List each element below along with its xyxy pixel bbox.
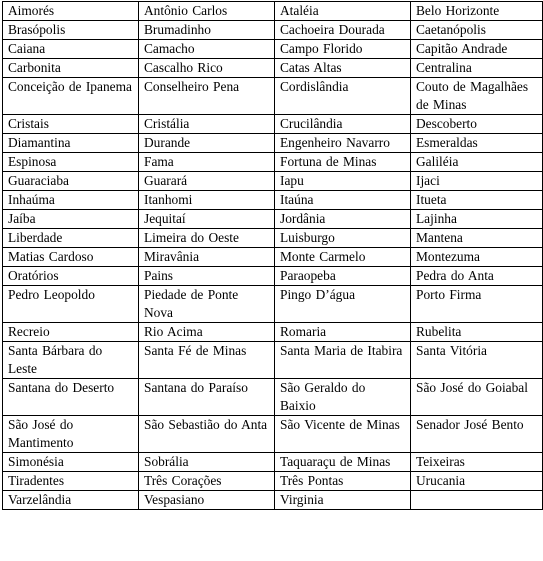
table-cell: Fortuna de Minas xyxy=(275,153,411,172)
table-cell: Jaíba xyxy=(3,210,139,229)
table-cell: Santana do Paraíso xyxy=(139,379,275,416)
table-cell: Santana do Deserto xyxy=(3,379,139,416)
table-row xyxy=(3,210,543,229)
table-cell: Teixeiras xyxy=(411,453,543,472)
table-cell: Galiléia xyxy=(411,153,543,172)
table-cell: Vespasiano xyxy=(139,491,275,510)
table-cell: Ataléia xyxy=(275,2,411,21)
table-cell: Simonésia xyxy=(3,453,139,472)
table-cell: Caiana xyxy=(3,40,139,59)
municipalities-table-body xyxy=(3,2,543,510)
table-cell: Pains xyxy=(139,267,275,286)
table-cell: Camacho xyxy=(139,40,275,59)
table-cell: Oratórios xyxy=(3,267,139,286)
table-cell: Inhaúma xyxy=(3,191,139,210)
table-row xyxy=(3,59,543,78)
table-row xyxy=(3,379,543,416)
table-cell: Crucilândia xyxy=(275,115,411,134)
table-cell: Itaúna xyxy=(275,191,411,210)
table-cell: Guaraciaba xyxy=(3,172,139,191)
table-row xyxy=(3,172,543,191)
table-row xyxy=(3,21,543,40)
table-cell: Santa Maria de Itabira xyxy=(275,342,411,379)
table-cell: Senador José Bento xyxy=(411,416,543,453)
table-cell: Monte Carmelo xyxy=(275,248,411,267)
table-cell: Espinosa xyxy=(3,153,139,172)
table-cell: Iapu xyxy=(275,172,411,191)
table-cell: Jordânia xyxy=(275,210,411,229)
table-cell: Tiradentes xyxy=(3,472,139,491)
table-cell: Virginia xyxy=(275,491,411,510)
table-row xyxy=(3,491,543,510)
table-cell: Belo Horizonte xyxy=(411,2,543,21)
table-cell: Engenheiro Navarro xyxy=(275,134,411,153)
table-cell: Pedra do Anta xyxy=(411,267,543,286)
table-cell: Mantena xyxy=(411,229,543,248)
table-cell: Couto de Magalhães de Minas xyxy=(411,78,543,115)
table-cell: Rubelita xyxy=(411,323,543,342)
table-cell: Lajinha xyxy=(411,210,543,229)
table-cell: Três Pontas xyxy=(275,472,411,491)
table-cell: Miravânia xyxy=(139,248,275,267)
table-row xyxy=(3,248,543,267)
table-cell: Santa Fé de Minas xyxy=(139,342,275,379)
table-cell: São José do Goiabal xyxy=(411,379,543,416)
table-cell: Diamantina xyxy=(3,134,139,153)
table-row xyxy=(3,78,543,115)
table-cell: Recreio xyxy=(3,323,139,342)
table-row xyxy=(3,153,543,172)
table-cell: Cachoeira Dourada xyxy=(275,21,411,40)
table-cell: Antônio Carlos xyxy=(139,2,275,21)
table-cell: Cristália xyxy=(139,115,275,134)
table-cell: Cordislândia xyxy=(275,78,411,115)
table-cell: Caetanópolis xyxy=(411,21,543,40)
table-cell: São Vicente de Minas xyxy=(275,416,411,453)
table-cell: Ijaci xyxy=(411,172,543,191)
table-cell: Paraopeba xyxy=(275,267,411,286)
table-cell: Itueta xyxy=(411,191,543,210)
table-row xyxy=(3,267,543,286)
table-cell: Fama xyxy=(139,153,275,172)
table-cell: Conselheiro Pena xyxy=(139,78,275,115)
table-cell: Campo Florido xyxy=(275,40,411,59)
table-cell: Santa Vitória xyxy=(411,342,543,379)
table-row xyxy=(3,342,543,379)
table-cell: Itanhomi xyxy=(139,191,275,210)
table-row xyxy=(3,2,543,21)
table-cell: Santa Bárbara do Leste xyxy=(3,342,139,379)
table-row xyxy=(3,416,543,453)
table-cell: Durande xyxy=(139,134,275,153)
table-cell: Limeira do Oeste xyxy=(139,229,275,248)
table-cell: Conceição de Ipanema xyxy=(3,78,139,115)
table-cell: Cristais xyxy=(3,115,139,134)
table-cell: Matias Cardoso xyxy=(3,248,139,267)
table-row xyxy=(3,134,543,153)
table-cell: Capitão Andrade xyxy=(411,40,543,59)
table-row xyxy=(3,40,543,59)
table-row xyxy=(3,229,543,248)
table-cell: Centralina xyxy=(411,59,543,78)
table-cell: Romaria xyxy=(275,323,411,342)
table-cell: Taquaraçu de Minas xyxy=(275,453,411,472)
table-row xyxy=(3,472,543,491)
table-cell: Descoberto xyxy=(411,115,543,134)
table-row xyxy=(3,191,543,210)
table-cell: Porto Firma xyxy=(411,286,543,323)
table-cell: São Geraldo do Baixio xyxy=(275,379,411,416)
table-cell: Catas Altas xyxy=(275,59,411,78)
table-cell: Cascalho Rico xyxy=(139,59,275,78)
table-cell: Três Corações xyxy=(139,472,275,491)
table-cell: Pingo D’água xyxy=(275,286,411,323)
table-cell: Esmeraldas xyxy=(411,134,543,153)
table-cell: Sobrália xyxy=(139,453,275,472)
table-row xyxy=(3,286,543,323)
table-cell: Aimorés xyxy=(3,2,139,21)
table-cell: Luisburgo xyxy=(275,229,411,248)
table-cell: Brumadinho xyxy=(139,21,275,40)
table-row xyxy=(3,453,543,472)
table-cell: Guarará xyxy=(139,172,275,191)
table-cell: Montezuma xyxy=(411,248,543,267)
table-cell: Urucania xyxy=(411,472,543,491)
table-cell: São José do Mantimento xyxy=(3,416,139,453)
table-row xyxy=(3,115,543,134)
table-cell: Liberdade xyxy=(3,229,139,248)
table-cell: São Sebastião do Anta xyxy=(139,416,275,453)
table-cell: Jequitaí xyxy=(139,210,275,229)
table-cell: Carbonita xyxy=(3,59,139,78)
table-cell: Piedade de Ponte Nova xyxy=(139,286,275,323)
table-row xyxy=(3,323,543,342)
table-cell: Varzelândia xyxy=(3,491,139,510)
table-cell xyxy=(411,491,543,510)
table-cell: Rio Acima xyxy=(139,323,275,342)
table-cell: Brasópolis xyxy=(3,21,139,40)
municipalities-table xyxy=(2,1,543,510)
table-cell: Pedro Leopoldo xyxy=(3,286,139,323)
